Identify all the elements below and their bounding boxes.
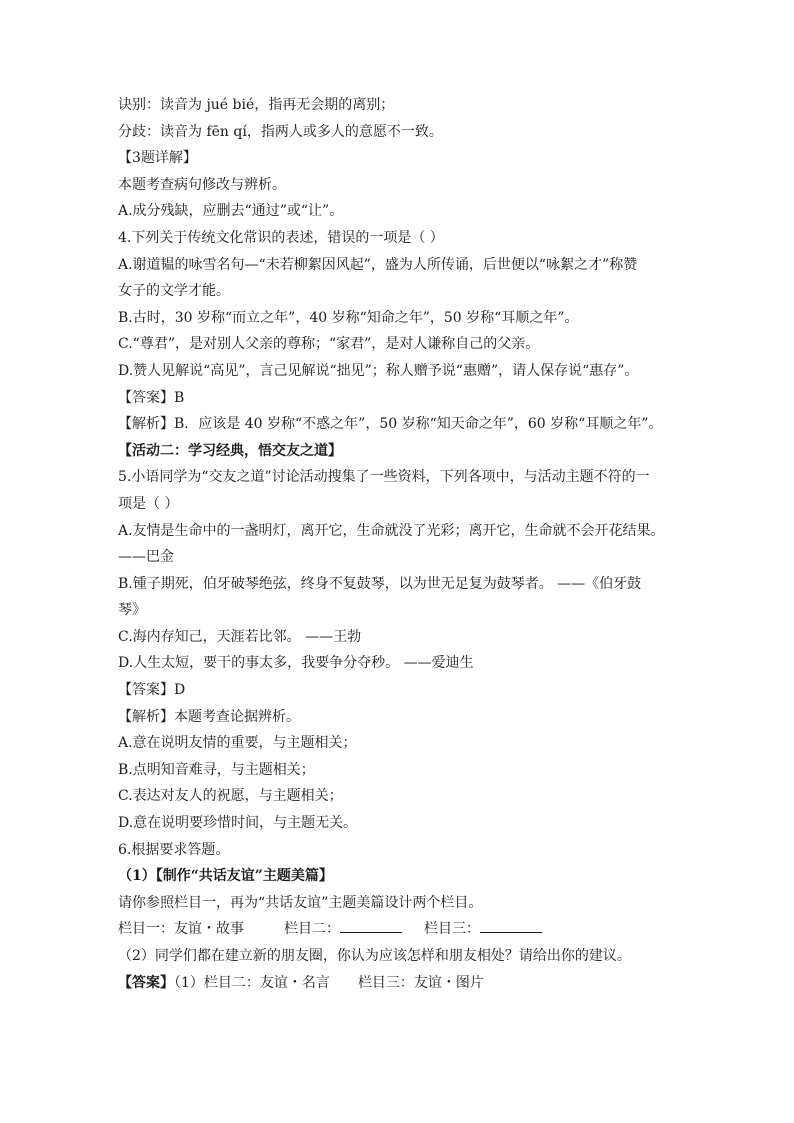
analysis-a: A.意在说明友情的重要，与主题相关； [118, 735, 357, 752]
option-b: B.古时，30 岁称“而立之年”，40 岁称“知命之年”，50 岁称“耳顺之年”。 [118, 309, 579, 326]
activity-heading: 【活动二：学习经典，悟交友之道】 [118, 442, 342, 459]
option-d: D.赞人见解说“高见”，言己见解说“拙见”；称人赠予说“惠赠”，请人保存说“惠存”。 [118, 362, 639, 379]
text-line: A.成分残缺，应删去“通过”或“让”。 [118, 203, 344, 220]
answer-line: 【答案】D [118, 682, 186, 699]
question-5: 5.小语同学为“交友之道”讨论活动搜集了一些资料，下列各项中，与活动主题不符的一 [118, 469, 650, 486]
answer-6-line [118, 970, 674, 997]
document-body [118, 92, 674, 996]
option-c: C.海内存知己，天涯若比邻。 ——王勃 [118, 628, 362, 645]
answer-line: 【答案】B [118, 389, 185, 406]
analysis-d: D.意在说明要珍惜时间，与主题无关。 [118, 815, 358, 832]
column-2-blank [340, 919, 402, 933]
column-2-label: 栏目二： [284, 921, 340, 938]
question-5-cont: 项是（ ） [118, 495, 179, 512]
analysis-c: C.表达对友人的祝愿，与主题相关； [118, 788, 343, 805]
question-4: 4.下列关于传统文化常识的表述，错误的一项是（ ） [118, 229, 444, 246]
section-heading: 【3题详解】 [118, 150, 197, 167]
column-3-blank [480, 919, 542, 933]
question-6: 6.根据要求答题。 [118, 841, 230, 858]
option-b: B.锺子期死，伯牙破琴绝弦，终身不复鼓琴，以为世无足复为鼓琴者。 ——《伯牙鼓 [118, 575, 642, 592]
option-a: A.友情是生命中的一盏明灯，离开它，生命就没了光彩；离开它，生命就不会开花结果。 [118, 522, 665, 539]
option-a-source: ——巴金 [118, 549, 174, 566]
analysis-line: 【解析】本题考查论据辨析。 [118, 708, 300, 725]
option-d: D.人生太短，要干的事太多，我要争分夺秒。 ——爱迪生 [118, 655, 474, 672]
analysis-b: B.点明知音难寻，与主题相关； [118, 761, 315, 778]
column-1-text: 栏目一：友谊・故事 [118, 921, 244, 938]
columns-line [118, 916, 674, 943]
answer-label: 【答案】 [118, 974, 174, 991]
option-a: A.谢道韫的咏雪名句—“未若柳絮因风起”，盛为人所传诵，后世便以“咏絮之才”称赞 [118, 256, 638, 273]
option-a-cont: 女子的文学才能。 [118, 283, 230, 300]
text-line: 分歧：读音为 fēn qí，指两人或多人的意愿不一致。 [118, 123, 443, 140]
option-c: C.“尊君”，是对别人父亲的尊称；“家君”，是对人谦称自己的父亲。 [118, 336, 540, 353]
option-b-source: 琴》 [118, 602, 146, 619]
answer-column-2: （1）栏目二：友谊・名言 [174, 974, 330, 991]
answer-column-3: 栏目三：友谊・图片 [357, 974, 484, 991]
sub-question-2: （2）同学们都在建立新的朋友圈，你认为应该怎样和朋友相处？请给出你的建议。 [118, 948, 631, 964]
instruction-line: 请你参照栏目一，再为“共话友谊”主题美篇设计两个栏目。 [118, 894, 483, 911]
text-line: 诀别：读音为 jué bié，指再无会期的离别； [118, 97, 395, 113]
analysis-line: 【解析】B．应该是 40 岁称“不惑之年”，50 岁称“知天命之年”，60 岁称“耳顺之年”。 [118, 416, 663, 433]
sub-question-1: （1）【制作“共话友谊”主题美篇】 [118, 868, 333, 885]
column-3-label: 栏目三： [424, 921, 480, 938]
text-line: 本题考查病句修改与辨析。 [118, 176, 286, 193]
